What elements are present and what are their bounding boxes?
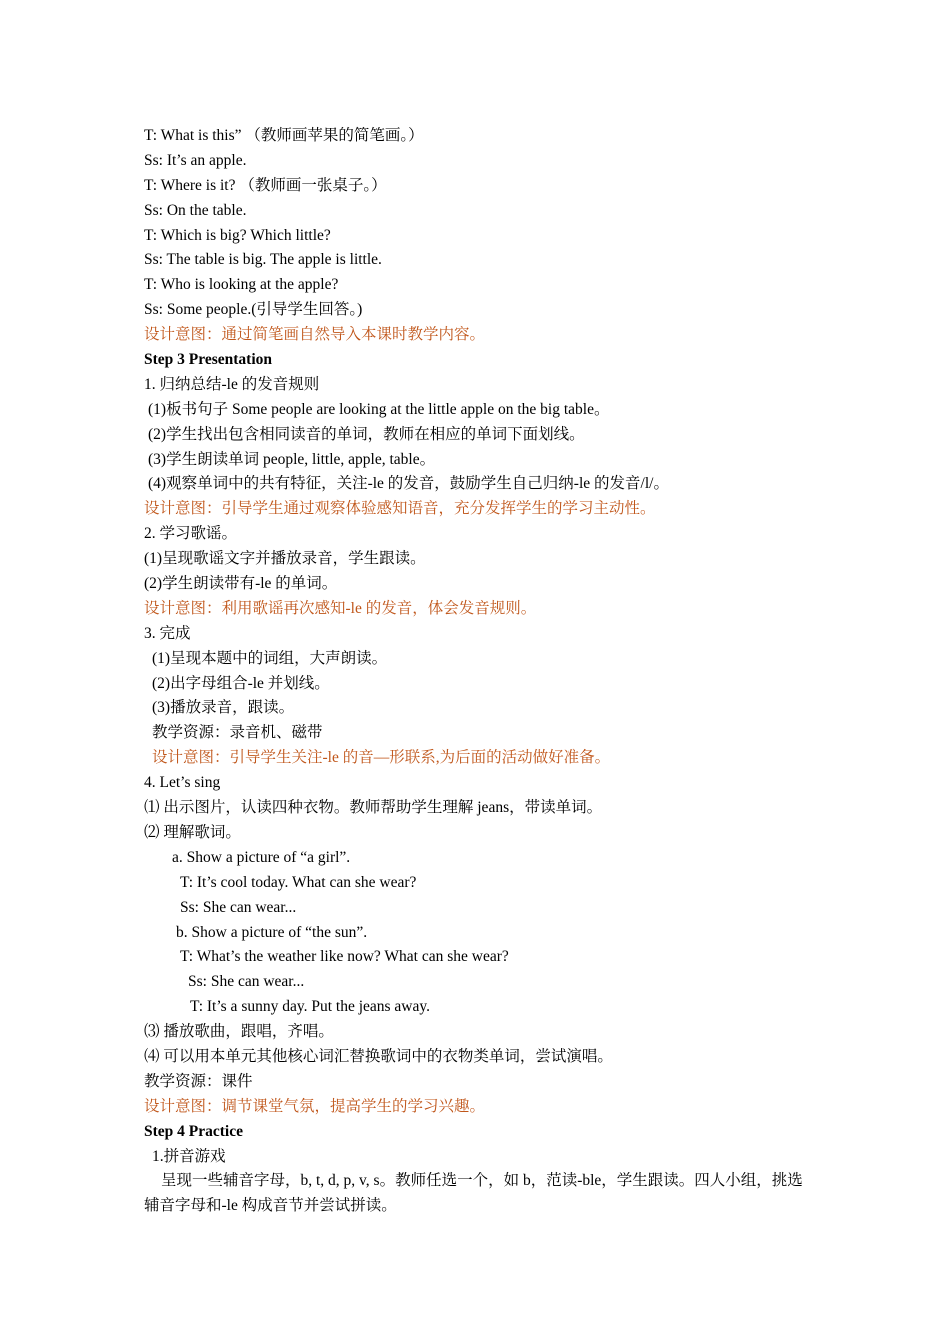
text-line: Ss: It’s an apple. xyxy=(144,151,247,169)
text-line: ⑷ 可以用本单元其他核心词汇替换歌词中的衣物类单词，尝试演唱。 xyxy=(144,1047,613,1065)
text-line: 教学资源：录音机、磁带 xyxy=(152,724,323,742)
text-line: (1)呈现本题中的词组，大声朗读。 xyxy=(152,649,388,667)
text-line: (3)播放录音，跟读。 xyxy=(152,699,295,717)
design-intent-line: 设计意图：引导学生关注-le 的音—形联系,为后面的活动做好准备。 xyxy=(152,749,611,767)
text-line: a. Show a picture of “a girl”. xyxy=(172,848,351,866)
design-intent-line: 设计意图：引导学生通过观察体验感知语音，充分发挥学生的学习主动性。 xyxy=(144,500,656,518)
text-line: ⑵ 理解歌词。 xyxy=(144,823,241,841)
text-line: T: Where is it? （教师画一张桌子。） xyxy=(144,176,387,194)
text-line: Ss: She can wear... xyxy=(180,898,297,916)
text-line: 4. Let’s sing xyxy=(144,774,221,792)
text-line: T: What is this” （教师画苹果的简笔画。） xyxy=(144,127,424,144)
design-intent-line: 设计意图：调节课堂气氛，提高学生的学习兴趣。 xyxy=(144,1097,486,1115)
text-line: ⑶ 播放歌曲，跟唱，齐唱。 xyxy=(144,1023,334,1041)
text-line: (4)观察单词中的共有特征，关注-le 的发音，鼓励学生自己归纳-le 的发音/l/。 xyxy=(148,475,669,493)
final-paragraph: 呈现一些辅音字母，b, t, d, p, v, s。教师任选一个，如 b，范读-ble，学生跟读。四人小组，挑选辅音字母和-le 构成音节并尝试拼读。 xyxy=(144,1172,803,1215)
text-line: Ss: On the table. xyxy=(144,201,247,219)
text-line: 3. 完成 xyxy=(144,624,191,642)
step-heading: Step 4 Practice xyxy=(144,1122,243,1140)
text-line: (1)呈现歌谣文字并播放录音，学生跟读。 xyxy=(144,550,426,568)
text-line: T: It’s a sunny day. Put the jeans away. xyxy=(190,998,431,1016)
design-intent-line: 设计意图：利用歌谣再次感知-le 的发音，体会发音规则。 xyxy=(144,599,537,617)
text-line: (2)出字母组合-le 并划线。 xyxy=(152,674,330,692)
text-line: 1.拼音游戏 xyxy=(152,1147,226,1165)
text-line: (2)学生找出包含相同读音的单词，教师在相应的单词下面划线。 xyxy=(148,425,585,443)
text-line: (1)板书句子 Some people are looking at the little apple on the big table。 xyxy=(148,400,610,418)
text-line: 2. 学习歌谣。 xyxy=(144,525,238,543)
text-line: T: Who is looking at the apple? xyxy=(144,276,339,294)
step-heading: Step 3 Presentation xyxy=(144,351,273,369)
text-line: ⑴ 出示图片，认读四种衣物。教师帮助学生理解 jeans，带读单词。 xyxy=(144,799,603,817)
text-line: Ss: Some people.(引导学生回答。) xyxy=(144,301,363,319)
design-intent-line: 设计意图：通过简笔画自然导入本课时教学内容。 xyxy=(144,326,486,344)
text-line: b. Show a picture of “the sun”. xyxy=(176,923,368,941)
text-line: (3)学生朗读单词 people, little, apple, table。 xyxy=(148,450,436,468)
text-line: T: Which is big? Which little? xyxy=(144,226,331,244)
text-line: T: What’s the weather like now? What can she wear? xyxy=(180,948,509,966)
lesson-plan-body xyxy=(144,124,814,1219)
text-line: 教学资源：课件 xyxy=(144,1072,253,1090)
text-line: (2)学生朗读带有-le 的单词。 xyxy=(144,575,338,593)
text-line: 1. 归纳总结-le 的发音规则 xyxy=(144,375,320,393)
text-line: Ss: The table is big. The apple is little. xyxy=(144,251,382,269)
text-line: Ss: She can wear... xyxy=(188,973,305,991)
text-line: T: It’s cool today. What can she wear? xyxy=(180,873,417,891)
lesson-lines xyxy=(144,124,814,1169)
